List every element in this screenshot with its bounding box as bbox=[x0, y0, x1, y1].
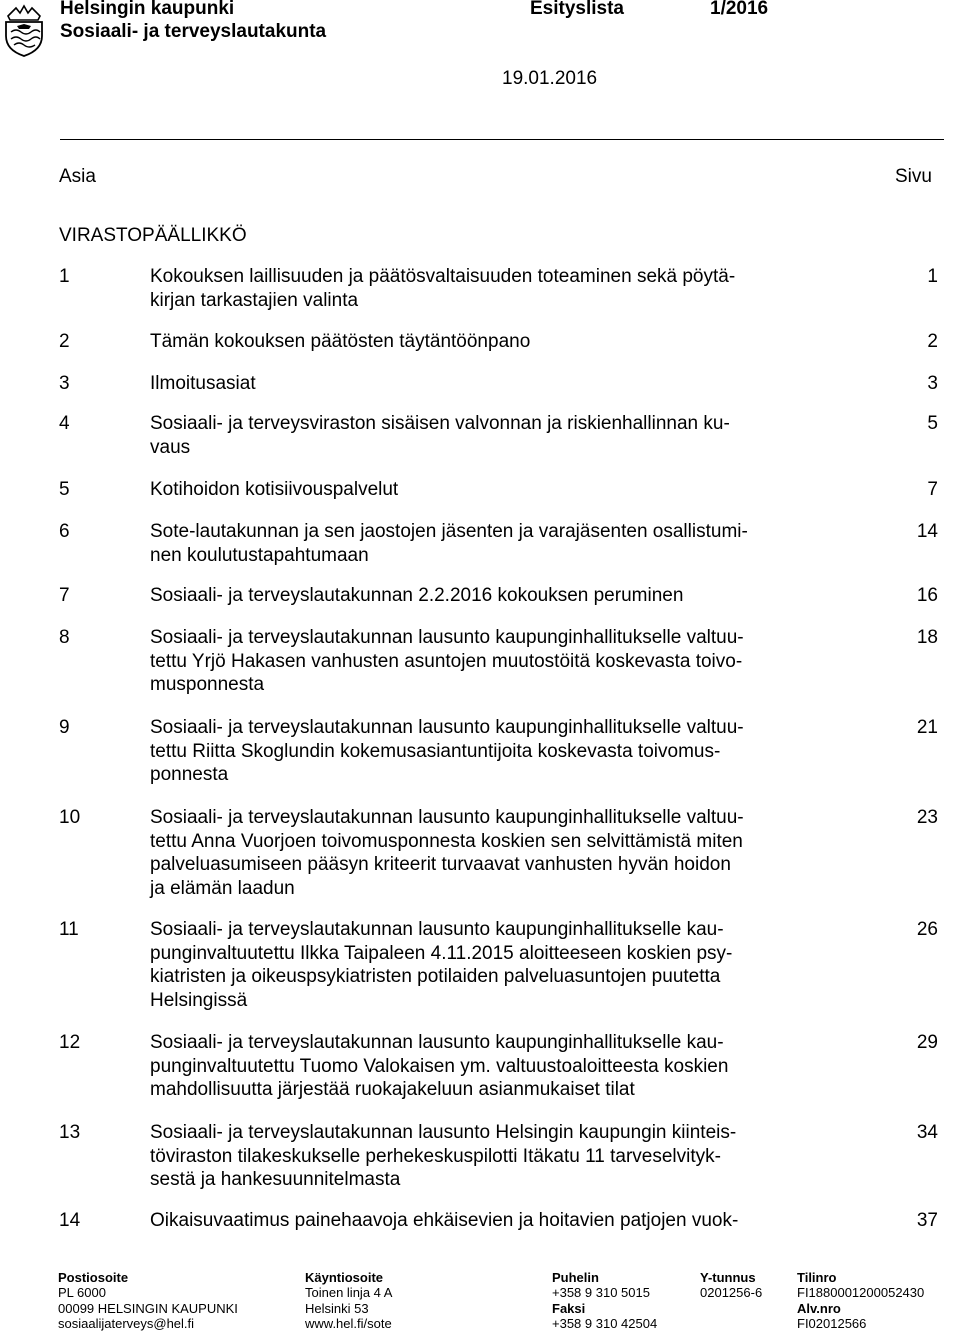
agenda-item-title-line: ja elämän laadun bbox=[150, 877, 295, 899]
footer-fax-heading: Faksi bbox=[552, 1300, 586, 1316]
agenda-item-page: 5 bbox=[927, 413, 938, 434]
agenda-item-title-line: tettu Yrjö Hakasen vanhusten asuntojen muutostöitä koskevasta toivo- bbox=[150, 650, 743, 672]
agenda-item-title-line: punginvaltuutettu Ilkka Taipaleen 4.11.2015 aloitteeseen koskien psy- bbox=[150, 942, 733, 964]
agenda-item-title-line: musponnesta bbox=[150, 674, 265, 695]
agenda-item-title-line: töviraston tilakeskukselle perhekeskuspilotti Itäkatu 11 tarveselvityk- bbox=[150, 1145, 721, 1167]
agenda-item-title-line: kirjan tarkastajien valinta bbox=[150, 289, 359, 311]
agenda-item-title-line: Sosiaali- ja terveyslautakunnan lausunto Helsingin kaupungin kiinteis- bbox=[150, 1122, 737, 1143]
agenda-item-title-line: sestä ja hankesuunnitelmasta bbox=[150, 1169, 401, 1190]
committee-name: Sosiaali- ja terveyslautakunta bbox=[60, 21, 327, 42]
agenda-item-number: 3 bbox=[59, 373, 70, 394]
agenda-item-number: 14 bbox=[59, 1210, 81, 1231]
agenda-item-title-line: Sosiaali- ja terveyslautakunnan lausunto kaupunginhallitukselle valtuu- bbox=[150, 627, 744, 648]
agenda-item-page: 26 bbox=[916, 919, 938, 940]
agenda-item-number: 10 bbox=[59, 807, 81, 828]
footer-business-id-value: 0201256-6 bbox=[700, 1285, 763, 1301]
footer-fax-number: +358 9 310 42504 bbox=[552, 1315, 658, 1331]
agenda-item-title-line: tettu Anna Vuorjoen toivomusponnesta koskien sen selvittämistä miten bbox=[150, 830, 743, 852]
agenda-item-number: 9 bbox=[59, 717, 70, 738]
agenda-item-title-line: Sosiaali- ja terveysviraston sisäisen valvonnan ja riskienhallinnan ku- bbox=[150, 413, 730, 434]
helsinki-coat-of-arms-icon bbox=[2, 2, 46, 58]
agenda-item-number: 11 bbox=[59, 919, 79, 940]
footer-phone-number: +358 9 310 5015 bbox=[552, 1285, 650, 1301]
agenda-item-title-line: Sote-lautakunnan ja sen jaostojen jäsenten ja varajäsenten osallistumi- bbox=[150, 521, 748, 542]
footer-business-id bbox=[700, 1270, 762, 1301]
footer-line: Toinen linja 4 A bbox=[305, 1285, 393, 1301]
footer-email: sosiaalijaterveys@hel.fi bbox=[58, 1315, 195, 1331]
agenda-item-number: 1 bbox=[59, 266, 70, 287]
agenda-item-title-line: Sosiaali- ja terveyslautakunnan lausunto kaupunginhallitukselle kau- bbox=[150, 919, 724, 940]
agenda-item-page: 34 bbox=[916, 1122, 938, 1143]
agenda-item-title-line: vaus bbox=[150, 436, 191, 458]
agenda-item-page: 16 bbox=[916, 585, 938, 606]
section-heading: VIRASTOPÄÄLLIKKÖ bbox=[59, 225, 247, 246]
agenda-item-page: 29 bbox=[916, 1032, 938, 1053]
footer-vat-heading: Alv.nro bbox=[797, 1300, 841, 1316]
agenda-item-title bbox=[150, 372, 840, 396]
footer-visiting-address bbox=[305, 1270, 392, 1331]
footer-heading: Y-tunnus bbox=[700, 1270, 756, 1285]
agenda-item-title-line: mahdollisuutta järjestää ruokajakeluun asianmukaiset tilat bbox=[150, 1079, 635, 1100]
agenda-item-title bbox=[150, 1031, 840, 1102]
footer-account-number: FI1880001200052430 bbox=[797, 1285, 925, 1301]
subject-column-heading: Asia bbox=[59, 166, 96, 187]
footer-line: PL 6000 bbox=[58, 1285, 106, 1301]
agenda-item-number: 8 bbox=[59, 627, 70, 648]
agenda-item-title-line: Sosiaali- ja terveyslautakunnan 2.2.2016 kokouksen peruminen bbox=[150, 585, 684, 606]
footer-vat-number: FI02012566 bbox=[797, 1315, 867, 1331]
footer-line: Helsinki 53 bbox=[305, 1300, 369, 1316]
agenda-item-title bbox=[150, 1121, 840, 1192]
agenda-item-number: 13 bbox=[59, 1122, 81, 1143]
agenda-item-page: 18 bbox=[916, 627, 938, 648]
page-column-heading: Sivu bbox=[895, 166, 932, 187]
footer-heading: Tilinro bbox=[797, 1270, 837, 1285]
agenda-item-page: 7 bbox=[927, 479, 938, 500]
footer-website: www.hel.fi/sote bbox=[305, 1315, 392, 1331]
agenda-item-number: 2 bbox=[59, 331, 70, 352]
agenda-item-title-line: nen koulutustapahtumaan bbox=[150, 544, 369, 566]
footer-postal-address bbox=[58, 1270, 238, 1331]
agenda-item-page: 21 bbox=[916, 717, 938, 738]
agenda-item-title-line: Kotihoidon kotisiivouspalvelut bbox=[150, 479, 399, 500]
agenda-item-number: 5 bbox=[59, 479, 70, 500]
organization-name: Helsingin kaupunki bbox=[60, 0, 235, 19]
agenda-item-title bbox=[150, 478, 840, 502]
agenda-item-page: 14 bbox=[916, 521, 938, 542]
agenda-item-page: 2 bbox=[927, 331, 938, 352]
agenda-item-page: 37 bbox=[916, 1210, 938, 1231]
agenda-item-title-line: Sosiaali- ja terveyslautakunnan lausunto kaupunginhallitukselle valtuu- bbox=[150, 807, 744, 828]
document-number: 1/2016 bbox=[710, 0, 769, 19]
agenda-item-title-line: Helsingissä bbox=[150, 989, 248, 1011]
agenda-item-title bbox=[150, 1209, 840, 1233]
agenda-item-title bbox=[150, 520, 840, 567]
agenda-item-title bbox=[150, 716, 840, 787]
agenda-item-title-line: palveluasumiseen pääsyn kriteerit turvaavat vanhusten hyvän hoidon bbox=[150, 854, 731, 875]
agenda-item-number: 6 bbox=[59, 521, 70, 542]
agenda-item-title bbox=[150, 918, 840, 1012]
agenda-item-page: 1 bbox=[927, 266, 938, 287]
agenda-item-number: 4 bbox=[59, 413, 70, 434]
agenda-item-title bbox=[150, 626, 840, 697]
agenda-item-title-line: Sosiaali- ja terveyslautakunnan lausunto kaupunginhallitukselle kau- bbox=[150, 1032, 724, 1053]
agenda-item-title-line: kiatristen ja oikeuspsykiatristen potilaiden palveluasuntojen puutetta bbox=[150, 966, 721, 987]
footer-line: 00099 HELSINGIN KAUPUNKI bbox=[58, 1300, 238, 1316]
agenda-item-title bbox=[150, 412, 840, 459]
agenda-item-title bbox=[150, 806, 840, 900]
agenda-item-title-line: Kokouksen laillisuuden ja päätösvaltaisuuden toteaminen sekä pöytä- bbox=[150, 266, 736, 287]
agenda-item-title-line: Oikaisuvaatimus painehaavoja ehkäisevien ja hoitavien patjojen vuok- bbox=[150, 1210, 739, 1231]
agenda-item-title bbox=[150, 584, 840, 608]
agenda-item-number: 12 bbox=[59, 1032, 81, 1053]
footer-heading: Puhelin bbox=[552, 1270, 599, 1285]
agenda-item-page: 3 bbox=[927, 373, 938, 394]
footer-account bbox=[797, 1270, 924, 1331]
agenda-item-title-line: Tämän kokouksen päätösten täytäntöönpano bbox=[150, 331, 531, 352]
agenda-item-title-line: ponnesta bbox=[150, 764, 229, 785]
agenda-item-title-line: Ilmoitusasiat bbox=[150, 373, 256, 394]
document-type: Esityslista bbox=[530, 0, 624, 19]
meeting-date: 19.01.2016 bbox=[502, 68, 598, 89]
agenda-item-title-line: Sosiaali- ja terveyslautakunnan lausunto kaupunginhallitukselle valtuu- bbox=[150, 717, 744, 738]
agenda-item-number: 7 bbox=[59, 585, 70, 606]
agenda-item-page: 23 bbox=[916, 807, 938, 828]
agenda-item-title bbox=[150, 265, 840, 312]
footer-heading: Postiosoite bbox=[58, 1270, 129, 1285]
header-divider bbox=[60, 139, 944, 140]
agenda-item-title-line: punginvaltuutettu Tuomo Valokaisen ym. valtuustoaloitteesta koskien bbox=[150, 1055, 729, 1077]
footer-phone bbox=[552, 1270, 657, 1331]
agenda-item-title-line: tettu Riitta Skoglundin kokemusasiantuntijoita koskevasta toivomus- bbox=[150, 740, 721, 762]
agenda-item-title bbox=[150, 330, 840, 354]
footer-heading: Käyntiosoite bbox=[305, 1270, 384, 1285]
